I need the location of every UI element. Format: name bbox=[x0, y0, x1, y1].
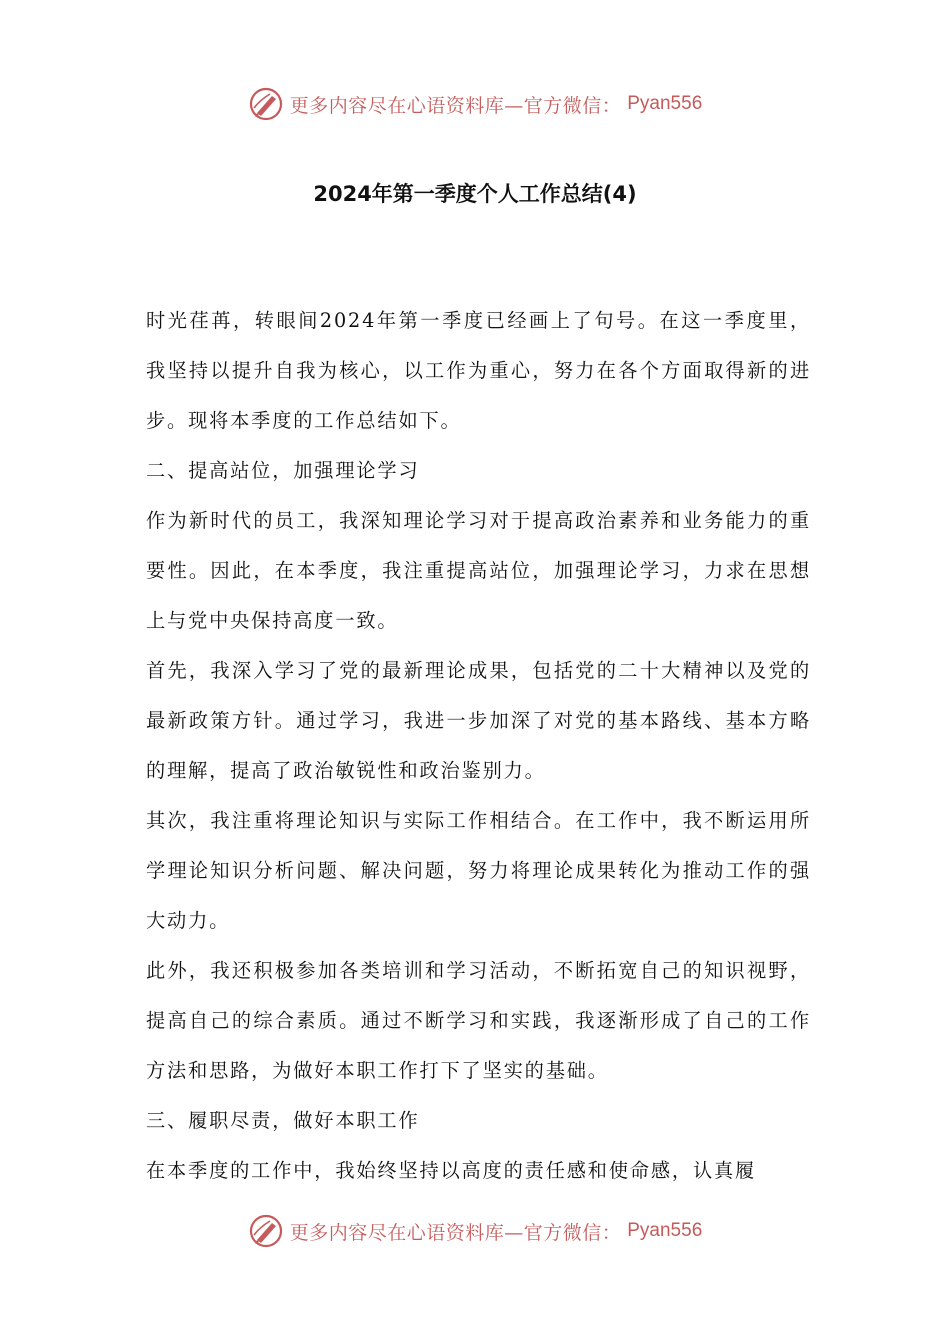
pen-logo-icon bbox=[248, 86, 284, 122]
watermark-content bbox=[248, 1213, 703, 1249]
section-heading-2: 二、提高站位，加强理论学习 bbox=[146, 459, 420, 482]
paragraph-first: 首先，我深入学习了党的最新理论成果，包括党的二十大精神以及党的最新政策方针。通过学习，我进一步加深了对党的基本路线、基本方略的理解，提高了政治敏锐性和政治鉴别力。 bbox=[146, 659, 811, 782]
watermark-banner-bottom bbox=[0, 1211, 950, 1251]
watermark-text: 更多内容尽在心语资料库—官方微信： bbox=[289, 1221, 622, 1244]
watermark-wechat-id: Pyan556 bbox=[627, 93, 703, 114]
paragraph-duties: 在本季度的工作中，我始终坚持以高度的责任感和使命感，认真履 bbox=[146, 1159, 757, 1182]
paragraph-second: 其次，我注重将理论知识与实际工作相结合。在工作中，我不断运用所学理论知识分析问题、解决问题，努力将理论成果转化为推动工作的强大动力。 bbox=[146, 809, 811, 932]
document-body bbox=[146, 296, 811, 1196]
section-heading-3: 三、履职尽责，做好本职工作 bbox=[146, 1109, 420, 1132]
paragraph-intro: 时光荏苒，转眼间2024年第一季度已经画上了句号。在这一季度里，我坚持以提升自我为核心，以工作为重心，努力在各个方面取得新的进步。现将本季度的工作总结如下。 bbox=[146, 309, 811, 432]
watermark-content bbox=[248, 86, 703, 122]
watermark-banner-top bbox=[0, 84, 950, 124]
watermark-text: 更多内容尽在心语资料库—官方微信： bbox=[289, 94, 622, 117]
paragraph-additionally: 此外，我还积极参加各类培训和学习活动，不断拓宽自己的知识视野，提高自己的综合素质。通过不断学习和实践，我逐渐形成了自己的工作方法和思路，为做好本职工作打下了坚实的基础。 bbox=[146, 959, 811, 1082]
pen-logo-icon bbox=[248, 1213, 284, 1249]
paragraph-study-importance: 作为新时代的员工，我深知理论学习对于提高政治素养和业务能力的重要性。因此，在本季度，我注重提高站位，加强理论学习，力求在思想上与党中央保持高度一致。 bbox=[146, 509, 811, 632]
watermark-wechat-id: Pyan556 bbox=[627, 1220, 703, 1241]
document-title: 2024年第一季度个人工作总结(4) bbox=[313, 182, 637, 206]
